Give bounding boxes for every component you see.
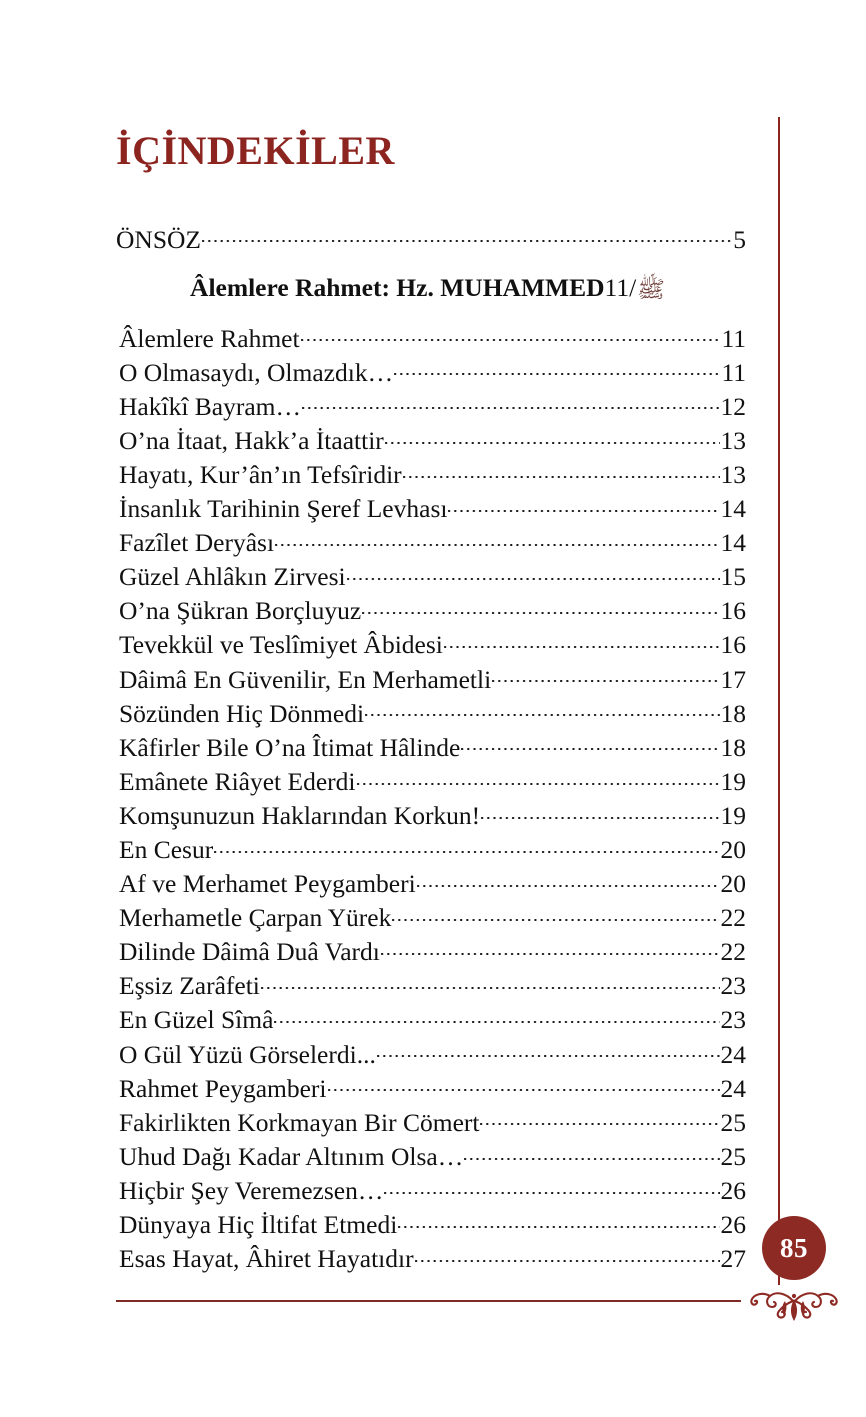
toc-entry-label: Hayatı, Kur’ân’ın Tefsîridir (119, 459, 402, 489)
toc-entry-label: Hakîkî Bayram… (119, 391, 301, 421)
toc-dot-leader (214, 832, 719, 858)
toc-entry-page: 20 (720, 869, 746, 899)
toc-entry[interactable] (119, 935, 746, 969)
toc-entry[interactable] (119, 1105, 746, 1139)
toc-dot-leader (275, 526, 719, 552)
toc-entry[interactable] (119, 389, 746, 423)
toc-dot-leader (464, 1139, 719, 1165)
toc-entry-page: 26 (720, 1210, 746, 1239)
toc-section-title: Âlemlere Rahmet: Hz. MUHAMMED (190, 273, 605, 303)
toc-entry-label: Kâfirler Bile O’na Îtimat Hâlinde (119, 732, 461, 762)
toc-entry-page: 11 (721, 323, 746, 353)
toc-entry-page: 14 (720, 494, 746, 524)
toc-entry[interactable] (119, 492, 746, 526)
toc-dot-leader (480, 1105, 719, 1131)
toc-entry-label: O’na Şükran Borçluyuz (119, 596, 362, 626)
toc-entry[interactable] (119, 355, 746, 389)
toc-entry-label: Komşunuzun Haklarından Korkun! (119, 800, 481, 830)
toc-dot-leader (347, 560, 720, 586)
toc-entry-label: Af ve Merhamet Peygamberi (119, 869, 416, 899)
toc-dot-leader (415, 1242, 720, 1268)
toc-entry[interactable] (119, 662, 746, 696)
toc-entry[interactable] (119, 1242, 746, 1276)
toc-entry-label: Uhud Dağı Kadar Altınım Olsa… (119, 1141, 464, 1171)
toc-entry-page: 24 (720, 1039, 746, 1069)
toc-section-heading (116, 271, 746, 308)
toc-dot-leader (202, 222, 732, 248)
bottom-horizontal-rule (116, 1300, 741, 1302)
toc-entry-page: 26 (720, 1175, 746, 1205)
toc-entry[interactable] (119, 1208, 746, 1242)
toc-entry-page: 22 (720, 937, 746, 967)
toc-entry-label: ÖNSÖZ (116, 224, 202, 254)
toc-entry-page: 19 (720, 800, 746, 830)
toc-entry-label: O Gül Yüzü Görselerdi... (119, 1039, 376, 1069)
toc-entry-page: 23 (720, 971, 746, 1001)
toc-entry-label: Eşsiz Zarâfeti (119, 971, 260, 1001)
toc-entry[interactable] (119, 321, 746, 355)
toc-entry[interactable] (119, 969, 746, 1003)
toc-dot-leader (274, 1003, 719, 1029)
toc-dot-leader (261, 969, 720, 995)
sallallahu-alayhi-wasallam-icon: ﷺ (637, 277, 665, 304)
toc-entry[interactable] (119, 594, 746, 628)
toc-dot-leader (403, 457, 720, 483)
toc-entry-page: 25 (720, 1141, 746, 1171)
toc-entry[interactable] (119, 901, 746, 935)
toc-entry-label: Fakirlikten Korkmayan Bir Cömert (119, 1107, 480, 1137)
toc-dot-leader (385, 423, 720, 449)
toc-entry[interactable] (119, 730, 746, 764)
toc-entry[interactable] (119, 1003, 746, 1037)
toc-dot-leader (365, 696, 719, 722)
toc-section-page: /11 (604, 273, 637, 303)
toc-entry-page: 15 (720, 562, 746, 592)
toc-entry-page: 16 (720, 630, 746, 660)
toc-dot-leader (394, 355, 720, 381)
toc-dot-leader (492, 662, 719, 688)
toc-entry-label: Tevekkül ve Teslîmiyet Âbidesi (119, 630, 443, 660)
toc-entry-label: Emânete Riâyet Ederdi (119, 766, 356, 796)
page-number-badge: 85 (762, 1216, 826, 1280)
toc-entry-page: 24 (720, 1073, 746, 1103)
toc-dot-leader (398, 1208, 719, 1234)
toc-entry-label: Sözünden Hiç Dönmedi (119, 698, 365, 728)
toc-entry-label: Esas Hayat, Âhiret Hayatıdır (119, 1244, 414, 1274)
toc-entry-label: Dünyaya Hiç İltifat Etmedi (119, 1210, 398, 1239)
toc-entry-page: 13 (720, 425, 746, 455)
toc-entry-label: O’na İtaat, Hakk’a İtaattir (119, 425, 384, 455)
toc-entry[interactable] (119, 457, 746, 491)
toc-entry-label: Âlemlere Rahmet (119, 323, 300, 353)
toc-entry-label: Dâimâ En Güvenilir, En Merhametli (119, 664, 492, 694)
table-of-contents (116, 222, 746, 1276)
toc-entry-page: 14 (720, 528, 746, 558)
toc-entry-label: Hiçbir Şey Veremezsen… (119, 1175, 384, 1205)
toc-entry[interactable] (119, 1139, 746, 1173)
toc-dot-leader (481, 798, 719, 824)
toc-entry-page: 5 (733, 224, 746, 254)
toc-dot-leader (357, 764, 720, 790)
toc-entry[interactable] (119, 696, 746, 730)
toc-entry-label: En Cesur (119, 834, 214, 864)
toc-entry-page: 22 (720, 903, 746, 933)
toc-entry-page: 27 (720, 1244, 746, 1274)
toc-entry[interactable] (119, 798, 746, 832)
toc-dot-leader (461, 730, 719, 756)
toc-dot-leader (444, 628, 720, 654)
toc-dot-leader (362, 594, 719, 620)
toc-entry-page: 20 (720, 834, 746, 864)
toc-entry-label: Dilinde Dâimâ Duâ Vardı (119, 937, 380, 967)
toc-dot-leader (328, 1071, 720, 1097)
toc-entry[interactable] (119, 1037, 746, 1071)
toc-dot-leader (301, 321, 721, 347)
toc-entry-label: Güzel Ahlâkın Zirvesi (119, 562, 346, 592)
toc-entry-page: 16 (720, 596, 746, 626)
toc-entry[interactable] (119, 423, 746, 457)
toc-entry-page: 11 (721, 357, 746, 387)
toc-entry-page: 23 (720, 1005, 746, 1035)
toc-entry-label: En Güzel Sîmâ (119, 1005, 274, 1035)
toc-entry[interactable] (119, 867, 746, 901)
toc-dot-leader (302, 389, 720, 415)
floral-flourish-ornament (746, 1279, 842, 1325)
toc-entry-label: İnsanlık Tarihinin Şeref Levhası (119, 494, 448, 524)
toc-dot-leader (417, 867, 720, 893)
toc-dot-leader (377, 1037, 720, 1063)
toc-entry[interactable] (119, 832, 746, 866)
toc-entry[interactable] (119, 628, 746, 662)
toc-entry[interactable] (119, 764, 746, 798)
toc-dot-leader (381, 935, 720, 961)
toc-entry[interactable] (116, 222, 746, 256)
toc-dot-leader (448, 492, 719, 518)
toc-entry-page: 13 (720, 459, 746, 489)
toc-entry-page: 25 (720, 1107, 746, 1137)
toc-entry[interactable] (119, 1071, 746, 1105)
toc-entry-page: 18 (720, 698, 746, 728)
toc-entry-page: 12 (720, 391, 746, 421)
toc-entry-page: 19 (720, 766, 746, 796)
toc-entry[interactable] (119, 560, 746, 594)
right-vertical-rule (778, 117, 780, 1285)
toc-entry-label: Merhametle Çarpan Yürek (119, 903, 392, 933)
toc-entry-page: 18 (720, 732, 746, 762)
toc-entry-list (116, 321, 746, 1276)
toc-entry[interactable] (119, 526, 746, 560)
toc-entry-label: Fazîlet Deryâsı (119, 528, 275, 558)
page-title: İÇİNDEKİLER (116, 127, 395, 173)
toc-dot-leader (384, 1173, 719, 1199)
toc-entry-page: 17 (720, 664, 746, 694)
toc-top-entries (116, 222, 746, 256)
toc-entry[interactable] (119, 1173, 746, 1207)
toc-dot-leader (392, 901, 719, 927)
toc-entry-label: O Olmasaydı, Olmazdık… (119, 357, 394, 387)
toc-entry-label: Rahmet Peygamberi (119, 1073, 327, 1103)
